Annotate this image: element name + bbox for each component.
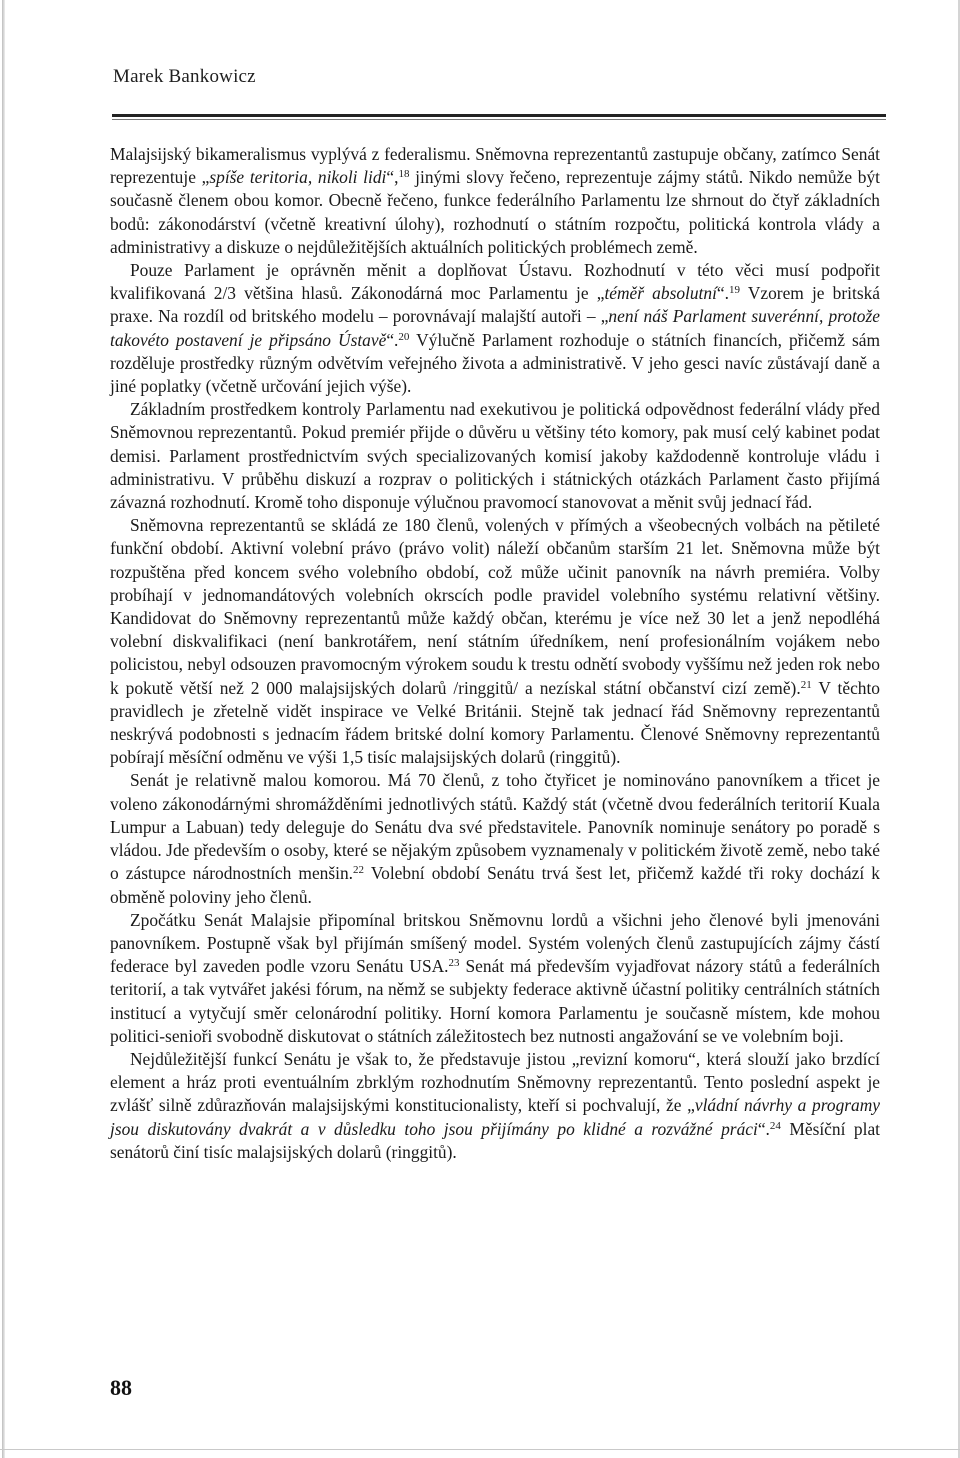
paragraph: [110, 909, 880, 1048]
footnote-ref: 21: [800, 678, 812, 691]
body-text: [110, 143, 880, 1164]
text-run: “.: [757, 1118, 770, 1139]
footnote-ref: 18: [398, 168, 410, 181]
text-run: Výlučně Parlament rozhoduje o státních financích, přičemž sám rozděluje prostředky různým odvětvím veřejného života a administrativě. V jeho gesci navíc zůstávají daně a jiné poplatky (včetně určování jejich výše).: [110, 329, 880, 397]
text-run: “.: [716, 283, 729, 304]
italic-quote: není náš Parlament suverénní, protože takovéto postavení je připsáno Ústavě: [110, 306, 880, 350]
header-rule-thin: [112, 119, 886, 120]
italic-quote: spíše teritoria, nikoli lidi: [209, 167, 387, 188]
footnote-ref: 20: [398, 330, 410, 343]
header-rule: [112, 114, 886, 117]
running-head: Marek Bankowicz: [113, 66, 256, 87]
page-number: 88: [110, 1375, 132, 1400]
text-run: “,: [386, 167, 399, 188]
footnote-ref: 23: [448, 957, 460, 970]
paragraph: [110, 143, 880, 259]
text-run: Senát je relativně malou komorou. Má 70 členů, z toho čtyřicet je nominováno panovníkem a třicet je voleno zákonodárnými shromážděními jednotlivých států. Každý stát (včetně dvou federálních teritorií Kuala Lumpur a Labuan) tedy deleguje do Senátu dva své představitele. Panovník nominuje senátory po poradě s vládou. Jde především o osoby, které se nějakým způsobem vyznamenaly v politickém životě země, nebo také o zástupce národnostních menšin.: [110, 770, 880, 884]
text-run: Nejdůležitější funkcí Senátu je však to, že představuje jistou „revizní komoru“, která slouží jako brzdící element a hráz proti eventuálním zbrklým rozhodnutím Sněmovny reprezentantů. Tento poslední aspekt je zvlášť silně zdůrazňován malajsijskými konstitucionalisty, kteří si pochvalují, že „: [110, 1048, 880, 1116]
italic-quote: vládní návrhy a programy jsou diskutovány dvakrát a v důsledku toho jsou přijímány po klidné a rozvážné práci: [110, 1095, 881, 1139]
text-run: jinými slovy řečeno, reprezentuje zájmy států. Nikdo nemůže být současně členem obou komor. Obecně řečeno, funkce federálního Parlamentu lze shrnout do čtyř základních bodů: zákonodárství (včetně kreativní úlohy), rozhodnutí o státním rozpočtu, politická kontrola vlády a administrativy a diskuze o nejdůležitějších aktuálních politických problémech země.: [110, 167, 880, 257]
text-run: Měsíční plat senátorů činí tisíc malajsijských dolarů (ringgitů).: [110, 1118, 880, 1162]
text-run: Pouze Parlament je oprávněn měnit a doplňovat Ústavu. Rozhodnutí v této věci musí podpořit kvalifikovaná 2/3 většina hlasů. Zákonodárná moc Parlamentu je „: [110, 260, 880, 304]
text-run: Základním prostředkem kontroly Parlamentu nad exekutivou je politická odpovědnost federální vlády před Sněmovnou reprezentantů. Pokud premiér přijde o důvěru u většiny této komory, pak musí celý kabinet podat demisi. Parlament prostřednictvím svých specializovaných komisí jakoby každodenně kontroluje vládu i administrativu. V průběhu diskuzí a rozprav o politických i státnických otázkách Parlament často přijímá závazná rozhodnutí. Kromě toho disponuje výlučnou pravomocí stanovovat a měnit svůj jednací řád.: [110, 399, 880, 513]
italic-quote: téměř absolutní: [604, 283, 717, 304]
footnote-ref: 19: [729, 284, 740, 297]
text-run: V těchto pravidlech je zřetelně vidět inspirace ve Velké Británii. Stejně tak jednací řád Sněmovny reprezentantů neskrývá podobnosti s jednacím řádem britské dolní komory Parlamentu. Členové Sněmovny reprezentantů pobírají měsíční odměnu ve výši 1,5 tisíc malajsijských dolarů (ringgitů).: [110, 677, 881, 768]
scan-bottom-edge: [0, 1449, 960, 1450]
paragraph: [110, 514, 880, 769]
footnote-ref: 22: [353, 864, 365, 877]
paragraph: [110, 769, 880, 908]
text-run: Zpočátku Senát Malajsie připomínal britskou Sněmovnu lordů a všichni jeho členové byli jmenováni panovníkem. Postupně však byl přijímán smíšený model. Systém volených členů zastupujících zájmy částí federace byl zaveden podle vzoru Senátu USA.: [110, 909, 880, 977]
paragraph: [110, 398, 880, 514]
paragraph: [110, 259, 880, 398]
text-run: Malajsijský bikameralismus vyplývá z federalismu. Sněmovna reprezentantů zastupuje občany, zatímco Senát reprezentuje „: [110, 144, 880, 188]
text-run: “.: [386, 329, 399, 350]
paragraph: [110, 1048, 880, 1164]
text-run: Sněmovna reprezentantů se skládá ze 180 členů, volených v přímých a všeobecných volbách na pětileté funkční období. Aktivní volební právo (právo volit) náleží občanům starším 21 let. Sněmovna může být rozpuštěna před koncem svého volebního období, což může učinit panovník na návrh premiéra. Volby probíhají v jednomandátových volebních okrscích podle pravidel volebního systému relativní většiny. Kandidovat do Sněmovny reprezentantů může každý občan, kterému je více než 30 let a jenž nepodléhá volební diskvalifikaci (není bankrotářem, není státním úředníkem, není profesionálním vojákem nebo policistou, nebyl odsouzen pravomocným výrokem soudu k trestu odnětí svobody vyššímu než jeden rok nebo k pokutě větší než 2 000 malajsijských dolarů /ringgitů/ a nezískal státní občanství cizí země).: [110, 515, 880, 698]
text-run: Vzorem je britská praxe. Na rozdíl od britského modelu – porovnávají malajští autoři – „: [110, 283, 880, 327]
text-run: Volební období Senátu trvá šest let, přičemž každé tři roky dochází k obměně poloviny jeho členů.: [110, 863, 880, 907]
footnote-ref: 24: [769, 1119, 781, 1132]
text-run: Senát má především vyjadřovat názory států a federálních teritorií, a tak vytvářet jakési fórum, na němž se subjekty federace aktivně účastní politiky centrálních státních institucí a vytyčují směr celonárodní politiky. Horní komora Parlamentu je současně místem, kde mohou politici-senioři svobodně diskutovat o státních záležitostech bez nutnosti angažování se ve volebním boji.: [110, 956, 881, 1046]
scan-edge-left: [2, 0, 5, 1458]
